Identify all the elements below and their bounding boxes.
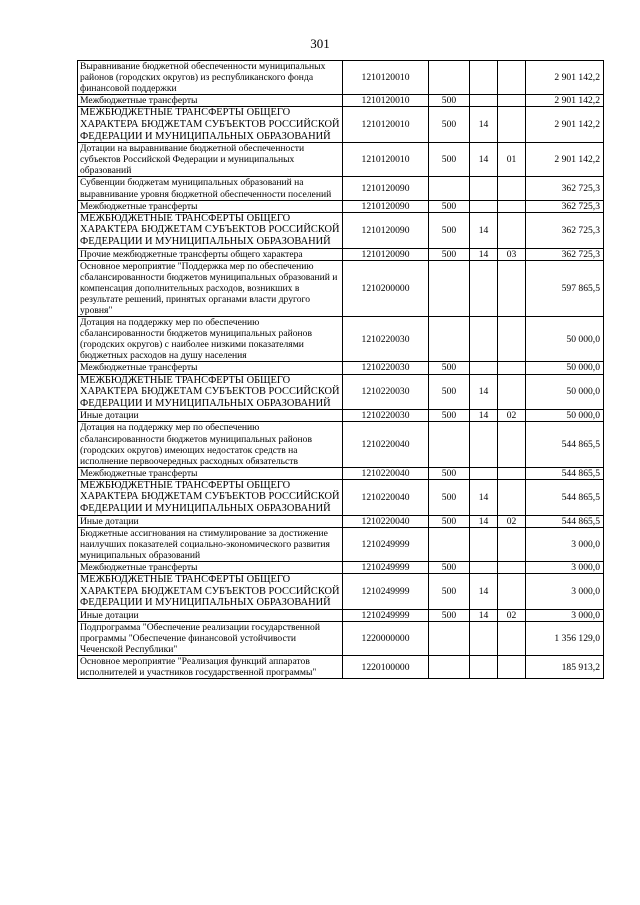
row-code-cell: 1210249999 (343, 609, 429, 621)
row-amount-cell: 362 725,3 (526, 212, 604, 248)
row-expense-type-cell (429, 177, 470, 200)
row-expense-type-cell: 500 (429, 200, 470, 212)
row-subsection-cell (498, 260, 526, 316)
row-expense-type-cell: 500 (429, 574, 470, 610)
table-row (78, 107, 604, 143)
table-row (78, 260, 604, 316)
table-row (78, 212, 604, 248)
row-name-cell: Прочие межбюджетные трансферты общего характера (78, 248, 343, 260)
row-code-cell: 1210120010 (343, 95, 429, 107)
row-subsection-cell (498, 467, 526, 479)
row-section-cell: 14 (470, 515, 498, 527)
row-subsection-cell (498, 200, 526, 212)
row-name-cell: Межбюджетные трансферты (78, 200, 343, 212)
row-code-cell: 1210220040 (343, 515, 429, 527)
table-row (78, 609, 604, 621)
row-subsection-cell (498, 622, 526, 656)
row-section-cell (470, 656, 498, 679)
row-name-cell: Подпрограмма "Обеспечение реализации государственной программы "Обеспечение финансовой устойчивости Чеченской Республики" (78, 622, 343, 656)
row-amount-cell: 50 000,0 (526, 317, 604, 362)
table-row (78, 515, 604, 527)
row-expense-type-cell: 500 (429, 410, 470, 422)
row-section-cell: 14 (470, 107, 498, 143)
row-subsection-cell (498, 212, 526, 248)
row-name-cell: Основное мероприятие "Реализация функций аппаратов исполнителей и участников государственной программы" (78, 656, 343, 679)
row-expense-type-cell: 500 (429, 467, 470, 479)
row-name-cell: МЕЖБЮДЖЕТНЫЕ ТРАНСФЕРТЫ ОБЩЕГО ХАРАКТЕРА БЮДЖЕТАМ СУБЪЕКТОВ РОССИЙСКОЙ ФЕДЕРАЦИИ И МУНИЦИПАЛЬНЫХ ОБРАЗОВАНИЙ (78, 212, 343, 248)
row-subsection-cell (498, 61, 526, 95)
table-row (78, 479, 604, 515)
table-row (78, 374, 604, 410)
table-row (78, 622, 604, 656)
row-expense-type-cell: 500 (429, 609, 470, 621)
budget-table (77, 60, 604, 679)
row-amount-cell: 3 000,0 (526, 574, 604, 610)
row-subsection-cell (498, 177, 526, 200)
row-name-cell: Дотация на поддержку мер по обеспечению сбалансированности бюджетов муниципальных районов (городских округов) имеющих недостаток средств на исполнение первоочередных расходных обязательств (78, 422, 343, 467)
row-name-cell: Межбюджетные трансферты (78, 362, 343, 374)
row-code-cell: 1210220040 (343, 422, 429, 467)
row-expense-type-cell: 500 (429, 374, 470, 410)
row-section-cell (470, 95, 498, 107)
row-name-cell: Иные дотации (78, 410, 343, 422)
row-code-cell: 1210120010 (343, 107, 429, 143)
row-expense-type-cell (429, 61, 470, 95)
row-section-cell (470, 362, 498, 374)
row-subsection-cell: 02 (498, 515, 526, 527)
row-amount-cell: 3 000,0 (526, 609, 604, 621)
row-subsection-cell (498, 656, 526, 679)
table-row (78, 200, 604, 212)
table-row (78, 61, 604, 95)
budget-table-body (78, 61, 604, 679)
row-expense-type-cell: 500 (429, 212, 470, 248)
row-amount-cell: 544 865,5 (526, 479, 604, 515)
row-expense-type-cell (429, 622, 470, 656)
row-expense-type-cell: 500 (429, 248, 470, 260)
table-row (78, 362, 604, 374)
row-section-cell: 14 (470, 374, 498, 410)
row-code-cell: 1210220040 (343, 479, 429, 515)
row-section-cell (470, 177, 498, 200)
row-expense-type-cell: 500 (429, 362, 470, 374)
row-amount-cell: 3 000,0 (526, 527, 604, 561)
row-expense-type-cell (429, 656, 470, 679)
row-section-cell: 14 (470, 574, 498, 610)
row-code-cell: 1210249999 (343, 574, 429, 610)
row-code-cell: 1210120010 (343, 61, 429, 95)
row-section-cell: 14 (470, 609, 498, 621)
row-amount-cell: 50 000,0 (526, 410, 604, 422)
row-subsection-cell: 01 (498, 143, 526, 177)
row-section-cell (470, 467, 498, 479)
row-name-cell: Межбюджетные трансферты (78, 95, 343, 107)
table-row (78, 422, 604, 467)
row-subsection-cell (498, 317, 526, 362)
row-name-cell: МЕЖБЮДЖЕТНЫЕ ТРАНСФЕРТЫ ОБЩЕГО ХАРАКТЕРА БЮДЖЕТАМ СУБЪЕКТОВ РОССИЙСКОЙ ФЕДЕРАЦИИ И МУНИЦИПАЛЬНЫХ ОБРАЗОВАНИЙ (78, 574, 343, 610)
row-expense-type-cell: 500 (429, 479, 470, 515)
row-name-cell: Дотации на выравнивание бюджетной обеспеченности субъектов Российской Федерации и муниципальных образований (78, 143, 343, 177)
row-name-cell: Межбюджетные трансферты (78, 467, 343, 479)
row-amount-cell: 544 865,5 (526, 467, 604, 479)
row-section-cell: 14 (470, 479, 498, 515)
row-subsection-cell (498, 107, 526, 143)
row-section-cell (470, 527, 498, 561)
row-amount-cell: 3 000,0 (526, 562, 604, 574)
row-code-cell: 1210220030 (343, 362, 429, 374)
row-subsection-cell: 03 (498, 248, 526, 260)
row-code-cell: 1210249999 (343, 562, 429, 574)
page-number: 301 (310, 36, 330, 51)
row-code-cell: 1220000000 (343, 622, 429, 656)
table-row (78, 248, 604, 260)
row-amount-cell: 597 865,5 (526, 260, 604, 316)
row-code-cell: 1210200000 (343, 260, 429, 316)
row-name-cell: Иные дотации (78, 515, 343, 527)
row-code-cell: 1210220040 (343, 467, 429, 479)
row-section-cell (470, 622, 498, 656)
row-subsection-cell (498, 562, 526, 574)
row-code-cell: 1210120090 (343, 200, 429, 212)
row-amount-cell: 2 901 142,2 (526, 143, 604, 177)
row-amount-cell: 1 356 129,0 (526, 622, 604, 656)
row-subsection-cell (498, 479, 526, 515)
table-row (78, 527, 604, 561)
row-amount-cell: 2 901 142,2 (526, 107, 604, 143)
table-row (78, 143, 604, 177)
row-expense-type-cell: 500 (429, 562, 470, 574)
row-subsection-cell (498, 422, 526, 467)
row-section-cell: 14 (470, 143, 498, 177)
row-subsection-cell (498, 374, 526, 410)
row-code-cell: 1210120090 (343, 177, 429, 200)
row-amount-cell: 362 725,3 (526, 248, 604, 260)
table-row (78, 317, 604, 362)
row-name-cell: Основное мероприятие "Поддержка мер по обеспечению сбалансированности бюджетов муниципальных образований и компенсация дополнительных расходов, возникших в результате решений, принятых органами власти другого уровня" (78, 260, 343, 316)
row-expense-type-cell (429, 422, 470, 467)
row-name-cell: Дотация на поддержку мер по обеспечению сбалансированности бюджетов муниципальных районов (городских округов) с наиболее низкими показателями бюджетных расходов на душу населения (78, 317, 343, 362)
row-amount-cell: 50 000,0 (526, 362, 604, 374)
row-expense-type-cell (429, 317, 470, 362)
row-amount-cell: 544 865,5 (526, 422, 604, 467)
row-expense-type-cell: 500 (429, 95, 470, 107)
row-section-cell (470, 562, 498, 574)
row-amount-cell: 2 901 142,2 (526, 95, 604, 107)
table-row (78, 177, 604, 200)
row-code-cell: 1210249999 (343, 527, 429, 561)
row-subsection-cell (498, 574, 526, 610)
table-row (78, 562, 604, 574)
row-section-cell: 14 (470, 248, 498, 260)
row-amount-cell: 362 725,3 (526, 177, 604, 200)
row-expense-type-cell (429, 260, 470, 316)
row-code-cell: 1210220030 (343, 317, 429, 362)
table-row (78, 410, 604, 422)
row-name-cell: Выравнивание бюджетной обеспеченности муниципальных районов (городских округов) из республиканского фонда финансовой поддержки (78, 61, 343, 95)
table-row (78, 95, 604, 107)
row-section-cell (470, 200, 498, 212)
row-subsection-cell (498, 95, 526, 107)
table-row (78, 574, 604, 610)
row-amount-cell: 50 000,0 (526, 374, 604, 410)
row-expense-type-cell: 500 (429, 143, 470, 177)
row-section-cell (470, 260, 498, 316)
row-section-cell: 14 (470, 410, 498, 422)
row-amount-cell: 544 865,5 (526, 515, 604, 527)
row-name-cell: МЕЖБЮДЖЕТНЫЕ ТРАНСФЕРТЫ ОБЩЕГО ХАРАКТЕРА БЮДЖЕТАМ СУБЪЕКТОВ РОССИЙСКОЙ ФЕДЕРАЦИИ И МУНИЦИПАЛЬНЫХ ОБРАЗОВАНИЙ (78, 479, 343, 515)
row-section-cell: 14 (470, 212, 498, 248)
row-code-cell: 1210120090 (343, 248, 429, 260)
row-code-cell: 1220100000 (343, 656, 429, 679)
row-code-cell: 1210220030 (343, 410, 429, 422)
row-expense-type-cell: 500 (429, 107, 470, 143)
row-code-cell: 1210120010 (343, 143, 429, 177)
row-code-cell: 1210120090 (343, 212, 429, 248)
row-subsection-cell (498, 362, 526, 374)
row-name-cell: МЕЖБЮДЖЕТНЫЕ ТРАНСФЕРТЫ ОБЩЕГО ХАРАКТЕРА БЮДЖЕТАМ СУБЪЕКТОВ РОССИЙСКОЙ ФЕДЕРАЦИИ И МУНИЦИПАЛЬНЫХ ОБРАЗОВАНИЙ (78, 107, 343, 143)
row-code-cell: 1210220030 (343, 374, 429, 410)
table-row (78, 467, 604, 479)
row-amount-cell: 362 725,3 (526, 200, 604, 212)
row-subsection-cell: 02 (498, 609, 526, 621)
row-section-cell (470, 317, 498, 362)
row-amount-cell: 185 913,2 (526, 656, 604, 679)
row-name-cell: МЕЖБЮДЖЕТНЫЕ ТРАНСФЕРТЫ ОБЩЕГО ХАРАКТЕРА БЮДЖЕТАМ СУБЪЕКТОВ РОССИЙСКОЙ ФЕДЕРАЦИИ И МУНИЦИПАЛЬНЫХ ОБРАЗОВАНИЙ (78, 374, 343, 410)
row-section-cell (470, 422, 498, 467)
row-section-cell (470, 61, 498, 95)
row-expense-type-cell (429, 527, 470, 561)
row-amount-cell: 2 901 142,2 (526, 61, 604, 95)
row-name-cell: Иные дотации (78, 609, 343, 621)
table-row (78, 656, 604, 679)
row-name-cell: Межбюджетные трансферты (78, 562, 343, 574)
row-name-cell: Бюджетные ассигнования на стимулирование за достижение наилучших показателей социально-экономического развития муниципальных образований (78, 527, 343, 561)
row-subsection-cell (498, 527, 526, 561)
row-expense-type-cell: 500 (429, 515, 470, 527)
row-subsection-cell: 02 (498, 410, 526, 422)
row-name-cell: Субвенции бюджетам муниципальных образований на выравнивание уровня бюджетной обеспеченности поселений (78, 177, 343, 200)
